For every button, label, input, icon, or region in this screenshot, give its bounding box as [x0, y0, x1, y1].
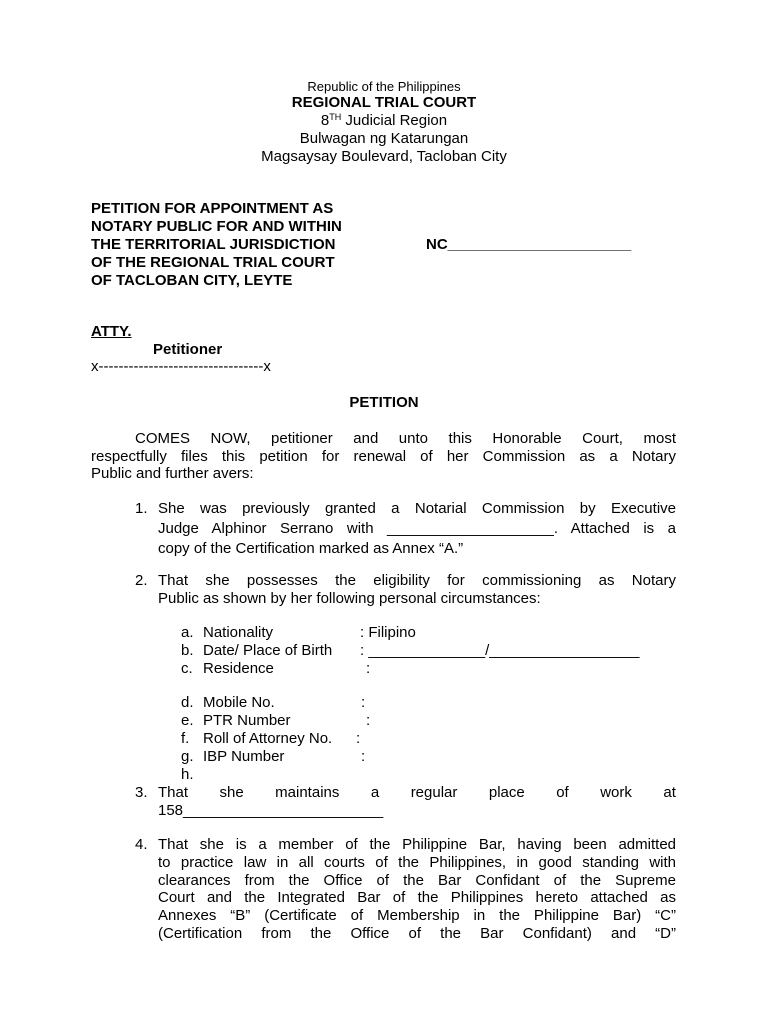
intro-line: COMES NOW, petitioner and unto this Honorable Court, most [135, 430, 676, 447]
circumstance-letter: c. [181, 660, 193, 677]
circumstance-label: Nationality [203, 624, 274, 641]
item-line: (Certification from the Office of the Bar Confidant) and “D” [158, 925, 676, 942]
caption-line: OF TACLOBAN CITY, LEYTE [91, 272, 293, 289]
petitioner-label: Petitioner [153, 341, 223, 358]
caption-line: NOTARY PUBLIC FOR AND WITHIN [91, 218, 342, 235]
attorney-label: ATTY. [91, 323, 132, 340]
circumstance-value: : Filipino [360, 624, 416, 641]
circumstance-letter: f. [181, 730, 190, 747]
item-line: She was previously granted a Notarial Commission by Executive [158, 500, 676, 517]
item-word: regular [410, 784, 458, 801]
circumstance-label: Roll of Attorney No. [203, 730, 333, 747]
item-line: Judge Alphinor Serrano with ____________________. Attached is a [158, 520, 676, 537]
circumstance-label: Mobile No. [203, 694, 275, 711]
item-word: a [370, 784, 380, 801]
item-number: 4. [135, 836, 148, 853]
document-title: PETITION [349, 394, 419, 411]
circumstance-label: PTR Number [203, 712, 291, 729]
court-name: REGIONAL TRIAL COURT [291, 94, 477, 111]
item-line: Court and the Integrated Bar of the Philippines hereto attached as [158, 889, 676, 906]
circumstance-value: : [361, 748, 366, 765]
circumstance-label: IBP Number [203, 748, 285, 765]
item-word: work [600, 784, 632, 801]
item-line: clearances from the Office of the Bar Confidant of the Supreme [158, 872, 676, 889]
caption-line: OF THE REGIONAL TRIAL COURT [91, 254, 335, 271]
item-number: 1. [135, 500, 148, 517]
circumstance-value: : [356, 730, 361, 747]
item-line: That she is a member of the Philippine Bar, having been admitted [158, 836, 676, 853]
item-number: 2. [135, 572, 148, 589]
circumstance-letter: e. [181, 712, 194, 729]
circumstance-letter: h. [181, 766, 194, 783]
hall-name: Bulwagan ng Katarungan [299, 130, 469, 147]
court-address: Magsaysay Boulevard, Tacloban City [261, 148, 507, 165]
item-line: 158________________________ [158, 802, 384, 819]
circumstance-letter: a. [181, 624, 194, 641]
item-word: she [219, 784, 244, 801]
item-line: Annexes “B” (Certificate of Membership in the Philippine Bar) “C” [158, 907, 676, 924]
caption-line: THE TERRITORIAL JURISDICTION [91, 236, 336, 253]
circumstance-letter: d. [181, 694, 194, 711]
item-line: Public as shown by her following personal circumstances: [158, 590, 541, 607]
item-line: to practice law in all courts of the Philippines, in good standing with [158, 854, 676, 871]
republic-line: Republic of the Philippines [307, 79, 461, 94]
circumstance-letter: b. [181, 642, 194, 659]
circumstance-value: : [366, 660, 371, 677]
case-caption [91, 200, 342, 290]
item-line: copy of the Certification marked as Annex “A.” [158, 540, 464, 557]
intro-line: respectfully files this petition for renewal of her Commission as a Notary [91, 448, 676, 465]
judicial-region: 8TH Judicial Region [320, 112, 448, 129]
item-word: of [556, 784, 569, 801]
intro-line: Public and further avers: [91, 465, 254, 482]
item-word: maintains [275, 784, 340, 801]
circumstance-value: : [361, 694, 366, 711]
circumstance-value: : ______________/__________________ [360, 642, 640, 659]
circumstance-label: Residence [203, 660, 274, 677]
item-word: That [158, 784, 189, 801]
item-number: 3. [135, 784, 148, 801]
circumstance-value: : [366, 712, 371, 729]
caption-divider: x---------------------------------x [91, 358, 271, 375]
item-word: at [663, 784, 676, 801]
item-word: place [488, 784, 525, 801]
circumstance-letter: g. [181, 748, 194, 765]
item-line [158, 784, 676, 802]
circumstance-label: Date/ Place of Birth [203, 642, 333, 659]
case-number: NC______________________ [426, 236, 632, 253]
caption-line: PETITION FOR APPOINTMENT AS [91, 200, 334, 217]
item-line: That she possesses the eligibility for commissioning as Notary [158, 572, 676, 589]
